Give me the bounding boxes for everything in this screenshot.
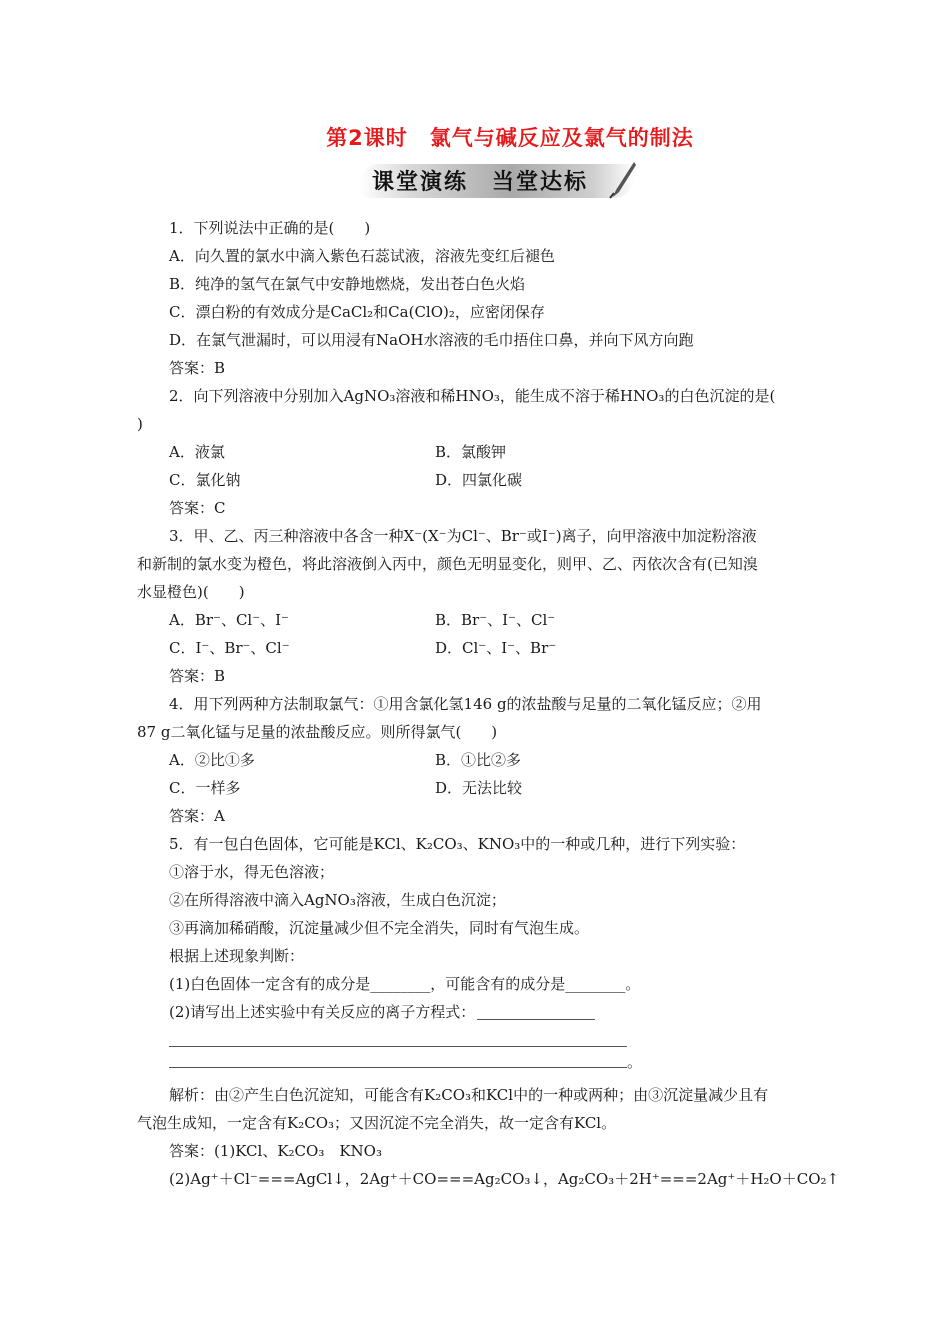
answer-blank-row-end bbox=[137, 1047, 837, 1073]
q1-option-c: C．漂白粉的有效成分是CaCl₂和Ca(ClO)₂，应密闭保存 bbox=[169, 303, 545, 321]
q4-stem-line2: 87 g二氧化锰与足量的浓盐酸反应。则所得氯气( ) bbox=[137, 723, 498, 741]
q5-step2: ②在所得溶液中滴入AgNO₃溶液，生成白色沉淀； bbox=[169, 891, 506, 909]
q4-option-b: B．①比②多 bbox=[435, 751, 522, 769]
q1-stem: 1．下列说法中正确的是( ) bbox=[169, 219, 371, 237]
q3-answer: 答案：B bbox=[169, 667, 226, 685]
q4-option-a: A．②比①多 bbox=[169, 751, 255, 769]
q3-option-b: B．Br⁻、I⁻、Cl⁻ bbox=[435, 611, 556, 629]
q5-part2: (2)请写出上述实验中有关反应的离子方程式： bbox=[169, 1003, 476, 1021]
exercise-content bbox=[137, 214, 840, 1193]
q1-answer: 答案：B bbox=[169, 359, 226, 377]
q3-options-row1 bbox=[137, 606, 837, 634]
q5-judge: 根据上述现象判断： bbox=[169, 947, 305, 965]
q4-option-c: C．一样多 bbox=[169, 779, 241, 797]
answer-blank-line bbox=[169, 1026, 627, 1047]
answer-blank-line-2 bbox=[169, 1047, 627, 1068]
q2-answer: 答案：C bbox=[169, 499, 226, 517]
q1-option-a: A．向久置的氯水中滴入紫色石蕊试液，溶液先变红后褪色 bbox=[169, 247, 555, 265]
lesson-title: 第2课时 氯气与碱反应及氯气的制法 bbox=[326, 126, 694, 150]
q5-stem: 5．有一包白色固体，它可能是KCl、K₂CO₃、KNO₃中的一种或几种，进行下列实验： bbox=[169, 835, 746, 853]
q2-options-row2 bbox=[137, 466, 837, 494]
q1-option-b: B．纯净的氢气在氯气中安静地燃烧，发出苍白色火焰 bbox=[169, 275, 526, 293]
q4-options-row1 bbox=[137, 746, 837, 774]
answer-blank-inline bbox=[477, 1001, 595, 1020]
q4-options-row2 bbox=[137, 774, 837, 802]
banner-text: 课堂演练 当堂达标 bbox=[372, 170, 589, 195]
q5-part1: (1)白色固体一定含有的成分是________，可能含有的成分是________。 bbox=[169, 975, 641, 993]
q3-stem-line3: 水显橙色)( ) bbox=[137, 583, 245, 601]
q3-stem-line2: 和新制的氯水变为橙色，将此溶液倒入丙中，颜色无明显变化，则甲、乙、丙依次含有(已知溴 bbox=[137, 555, 758, 573]
q2-stem-line2: ) bbox=[137, 415, 143, 433]
q2-option-c: C．氯化钠 bbox=[169, 471, 241, 489]
q2-options-row1 bbox=[137, 438, 837, 466]
q1-option-d: D．在氯气泄漏时，可以用浸有NaOH水溶液的毛巾捂住口鼻，并向下风方向跑 bbox=[169, 331, 694, 349]
q5-step3: ③再滴加稀硝酸，沉淀量减少但不完全消失，同时有气泡生成。 bbox=[169, 919, 590, 937]
brush-pen-icon bbox=[604, 160, 638, 200]
q4-option-d: D．无法比较 bbox=[435, 779, 523, 797]
period-mark: 。 bbox=[627, 1053, 643, 1071]
q5-answer-line2: (2)Ag⁺＋Cl⁻===AgCl↓，2Ag⁺＋CO===Ag₂CO₃↓，Ag₂CO₃＋2H⁺===2Ag⁺＋H₂O＋CO₂↑ bbox=[169, 1170, 840, 1188]
q3-stem-line1: 3．甲、乙、丙三种溶液中各含一种X⁻(X⁻为Cl⁻、Br⁻或I⁻)离子，向甲溶液中加淀粉溶液 bbox=[169, 527, 757, 545]
q3-options-row2 bbox=[137, 634, 837, 662]
q5-part2-row bbox=[137, 998, 837, 1026]
q4-stem-line1: 4．用下列两种方法制取氯气：①用含氯化氢146 g的浓盐酸与足量的二氧化锰反应；②用 bbox=[169, 695, 762, 713]
section-banner bbox=[360, 160, 640, 202]
q5-analysis-line2: 气泡生成知，一定含有K₂CO₃；又因沉淀不完全消失，故一定含有KCl。 bbox=[137, 1114, 617, 1132]
q5-analysis-line1: 解析：由②产生白色沉淀知，可能含有K₂CO₃和KCl中的一种或两种；由③沉淀量减少且有 bbox=[169, 1086, 769, 1104]
q2-stem-line1: 2．向下列溶液中分别加入AgNO₃溶液和稀HNO₃，能生成不溶于稀HNO₃的白色沉淀的是( bbox=[169, 387, 776, 405]
q3-option-d: D．Cl⁻、I⁻、Br⁻ bbox=[435, 639, 557, 657]
q2-option-a: A．液氯 bbox=[169, 443, 225, 461]
q4-answer: 答案：A bbox=[169, 807, 225, 825]
q2-option-d: D．四氯化碳 bbox=[435, 471, 523, 489]
q5-step1: ①溶于水，得无色溶液； bbox=[169, 863, 335, 881]
q2-option-b: B．氯酸钾 bbox=[435, 443, 507, 461]
q3-option-c: C．I⁻、Br⁻、Cl⁻ bbox=[169, 639, 290, 657]
q3-option-a: A．Br⁻、Cl⁻、I⁻ bbox=[169, 611, 289, 629]
q5-answer-line1: 答案：(1)KCl、K₂CO₃ KNO₃ bbox=[169, 1142, 382, 1160]
